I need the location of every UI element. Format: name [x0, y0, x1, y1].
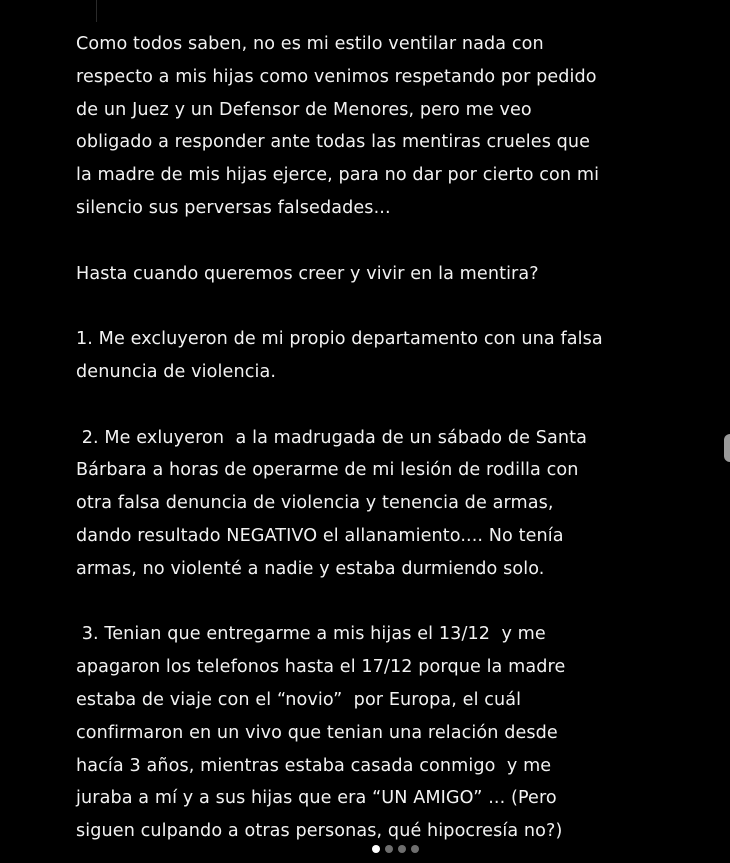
page-dot-3[interactable] [398, 845, 406, 853]
text-line: 1. Me excluyeron de mi propio departamento con una falsa [76, 329, 603, 350]
text-line: respecto a mis hijas como venimos respetando por pedido [76, 66, 597, 87]
page-indicator [0, 845, 730, 853]
paragraph-point-2 [76, 422, 716, 586]
text-line: Hasta cuando queremos creer y vivir en la mentira? [76, 263, 539, 284]
text-line: 3. Tenian que entregarme a mis hijas el 13/12 y me [76, 624, 546, 645]
story-text [76, 28, 716, 848]
paragraph-question [76, 258, 716, 291]
text-line: hacía 3 años, mientras estaba casada conmigo y me [76, 755, 552, 776]
text-line: confirmaron en un vivo que tenian una relación desde [76, 722, 558, 743]
page-dot-4[interactable] [411, 845, 419, 853]
text-line: siguen culpando a otras personas, qué hipocresía no?) [76, 821, 563, 842]
paragraph-point-3 [76, 618, 716, 848]
text-line: armas, no violenté a nadie y estaba durmiendo solo. [76, 558, 545, 579]
text-line: la madre de mis hijas ejerce, para no dar por cierto con mi [76, 165, 600, 186]
text-line: de un Juez y un Defensor de Menores, pero me veo [76, 99, 532, 120]
page-dot-2[interactable] [385, 845, 393, 853]
page-dot-1[interactable] [372, 845, 380, 853]
text-line: estaba de viaje con el “novio” por Europa, el cuál [76, 689, 522, 710]
text-line: Como todos saben, no es mi estilo ventilar nada con [76, 34, 544, 54]
text-line: otra falsa denuncia de violencia y tenencia de armas, [76, 493, 554, 514]
text-line: dando resultado NEGATIVO el allanamiento.... No tenía [76, 525, 564, 546]
scroll-handle[interactable] [724, 434, 730, 462]
text-line: denuncia de violencia. [76, 361, 277, 382]
paragraph-intro [76, 28, 716, 225]
text-line: obligado a responder ante todas las mentiras crueles que [76, 132, 591, 153]
text-line: Bárbara a horas de operarme de mi lesión de rodilla con [76, 460, 579, 481]
text-line: apagaron los telefonos hasta el 17/12 porque la madre [76, 657, 566, 678]
text-line: juraba a mí y a sus hijas que era “UN AMIGO” ... (Pero [76, 788, 557, 809]
text-line: silencio sus perversas falsedades... [76, 197, 391, 218]
text-line: 2. Me exluyeron a la madrugada de un sábado de Santa [76, 427, 587, 448]
divider [96, 0, 97, 22]
paragraph-point-1 [76, 323, 716, 389]
